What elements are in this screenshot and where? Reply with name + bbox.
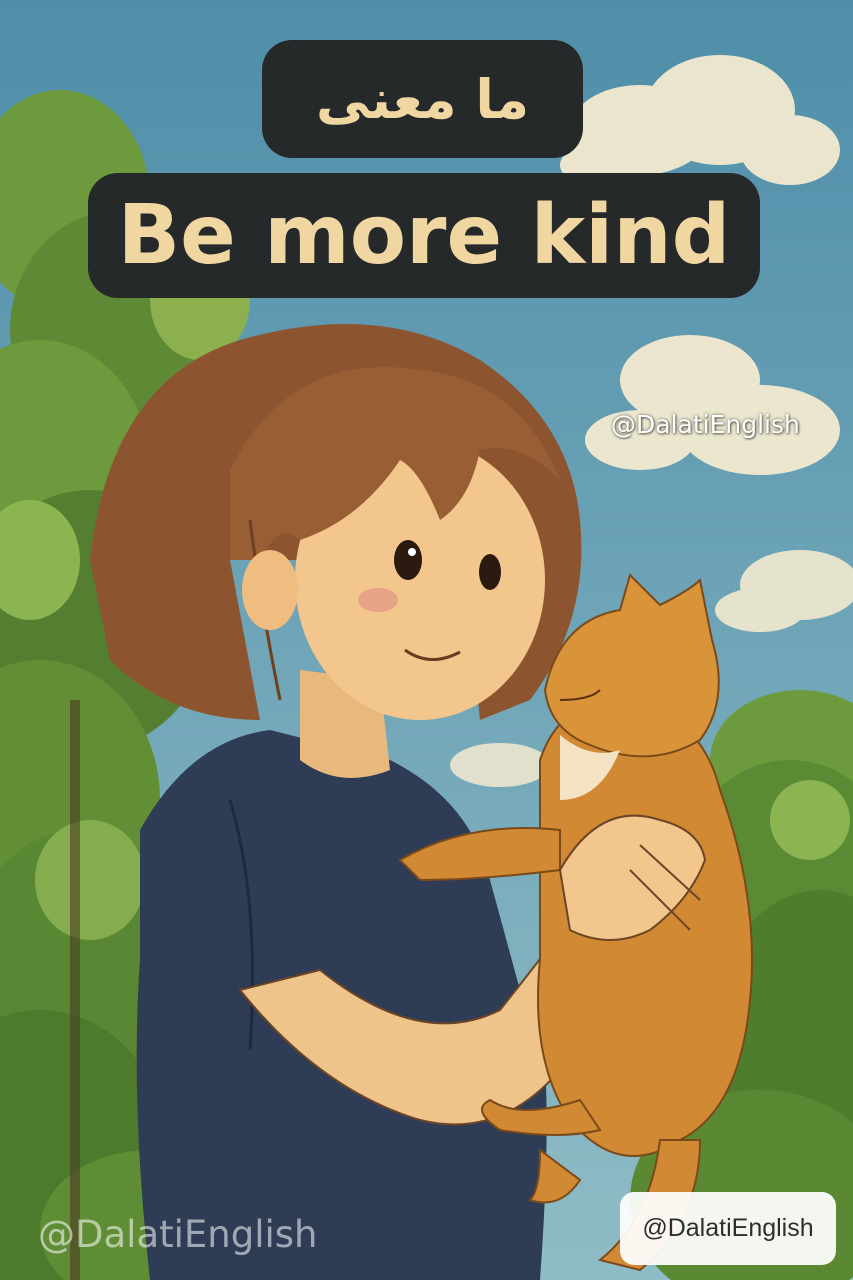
english-title: Be more kind xyxy=(117,188,731,283)
watermark-bottom-left: @DalatiEnglish xyxy=(38,1213,318,1256)
eye xyxy=(479,554,501,590)
english-title-pill xyxy=(88,173,760,298)
arabic-title-pill xyxy=(262,40,583,158)
arabic-title: ما معنى xyxy=(315,67,530,131)
watermark-badge-text: @DalatiEnglish xyxy=(642,1214,814,1242)
watermark-middle: @DalatiEnglish xyxy=(611,410,800,439)
ear xyxy=(242,550,298,630)
watermark-badge xyxy=(620,1192,836,1265)
blush xyxy=(358,588,398,612)
eye xyxy=(394,540,422,580)
cloud xyxy=(450,743,550,787)
